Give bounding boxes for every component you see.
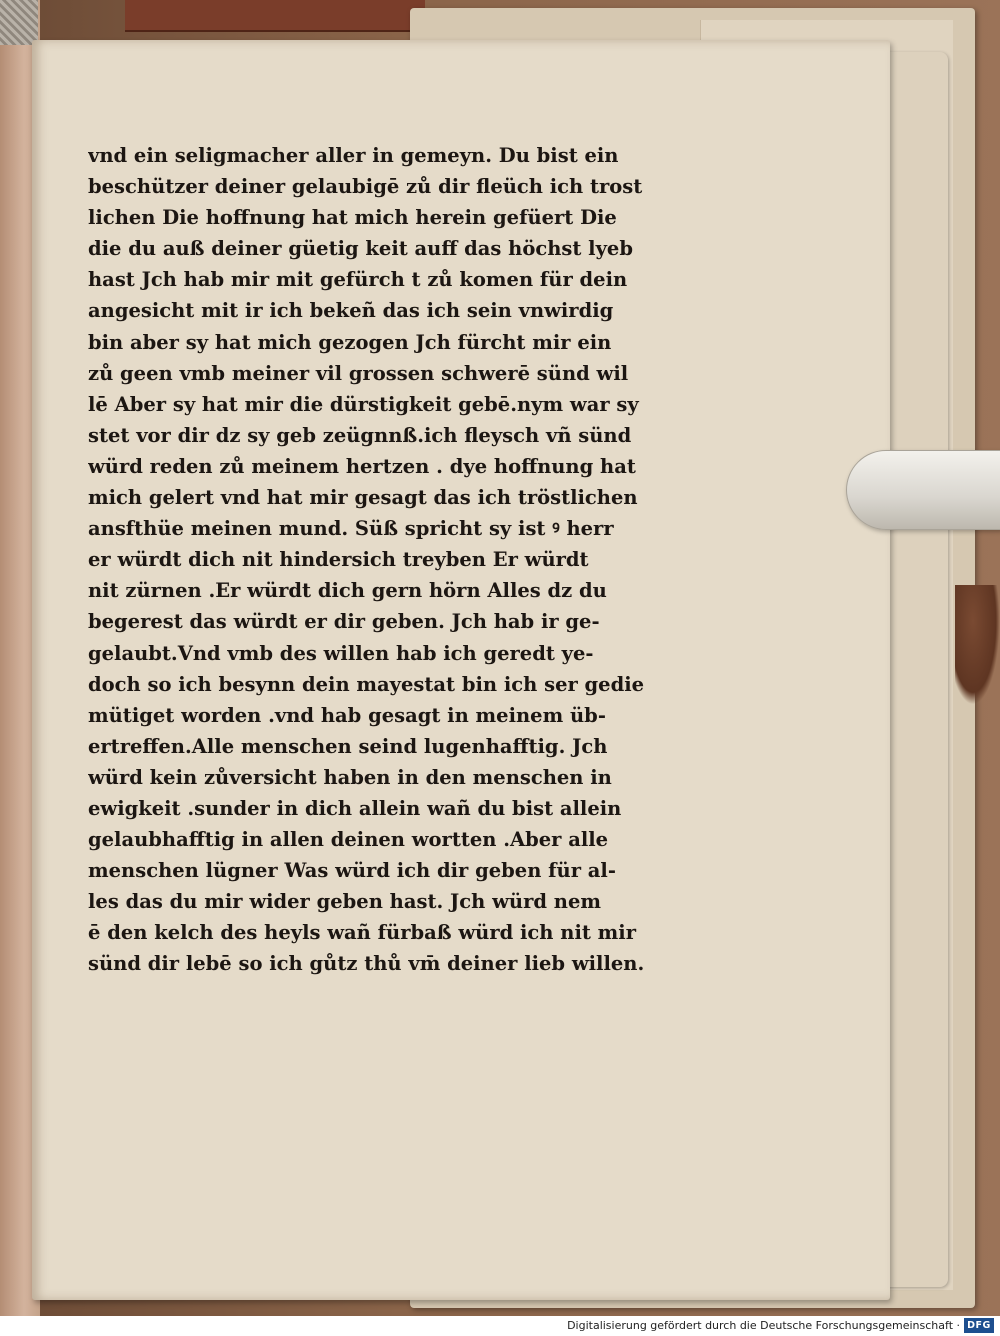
text-line: würd reden zů meinem hertzen . dye hoffnung hat [88, 454, 636, 478]
text-line: gelaubt.Vnd vmb des willen hab ich geredt ye- [88, 641, 594, 665]
footer-bar [0, 1316, 1000, 1336]
dfg-logo: DFG [964, 1318, 994, 1333]
text-line: er würdt dich nit hindersich treyben Er würdt [88, 548, 589, 572]
text-line: angesicht mit ir ich bekeñ das ich sein vnwirdig [88, 299, 614, 323]
spine-cloth [0, 0, 38, 45]
text-line: beschützer deiner gelaubigē zů dir fleüch ich trost [88, 175, 643, 199]
clip-tab [846, 450, 1000, 530]
text-line: ē den kelch des heyls wañ fürbaß würd ich nit mir [88, 921, 636, 945]
text-line: sünd dir lebē so ich gůtz thů vm̄ deiner lieb willen. [88, 952, 645, 976]
text-line: ewigkeit .sunder in dich allein wañ du bist allein [88, 796, 622, 820]
binding-string [955, 585, 1000, 705]
text-line: begerest das würdt er dir geben. Jch hab ir ge- [88, 610, 600, 634]
text-line: zů geen vmb meiner vil grossen schwerē sünd wil [88, 361, 629, 385]
text-line: stet vor dir dz sy geb zeügnnß.ich fleysch vñ sünd [88, 423, 632, 447]
text-line: vnd ein seligmacher aller in gemeyn. Du bist ein [88, 144, 619, 167]
text-line: lichen Die hoffnung hat mich herein gefüert Die [88, 206, 617, 230]
top-leather-edge [125, 0, 425, 32]
text-line: les das du mir wider geben hast. Jch würd nem [88, 890, 601, 914]
text-line: nit zürnen .Er würdt dich gern hörn Alles dz du [88, 579, 607, 603]
text-line: menschen lügner Was würd ich dir geben für al- [88, 859, 616, 883]
text-line: gelaubhafftig in allen deinen wortten .Aber alle [88, 828, 609, 852]
text-line: ansfthüe meinen mund. Süß spricht sy ist ꝰ herr [88, 517, 614, 541]
text-line: mütiget worden .vnd hab gesagt in meinem üb- [88, 703, 606, 727]
page-text [88, 140, 728, 1075]
text-line: mich gelert vnd hat mir gesagt das ich tröstlichen [88, 486, 638, 510]
text-line: würd kein zůversicht haben in den menschen in [88, 765, 612, 789]
text-line: die du auß deiner güetig keit auff das höchst lyeb [88, 237, 633, 261]
text-line: bin aber sy hat mich gezogen Jch fürcht mir ein [88, 330, 612, 354]
text-line: lē Aber sy hat mir die dürstigkeit gebē.nym war sy [88, 392, 639, 416]
text-line: ertreffen.Alle menschen seind lugenhafftig. Jch [88, 734, 608, 758]
funding-credit: Digitalisierung gefördert durch die Deutsche Forschungsgemeinschaft · [567, 1319, 960, 1332]
text-line: hast Jch hab mir mit gefürch t zů komen für dein [88, 268, 628, 292]
text-line: doch so ich besynn dein mayestat bin ich ser gedie [88, 672, 645, 696]
